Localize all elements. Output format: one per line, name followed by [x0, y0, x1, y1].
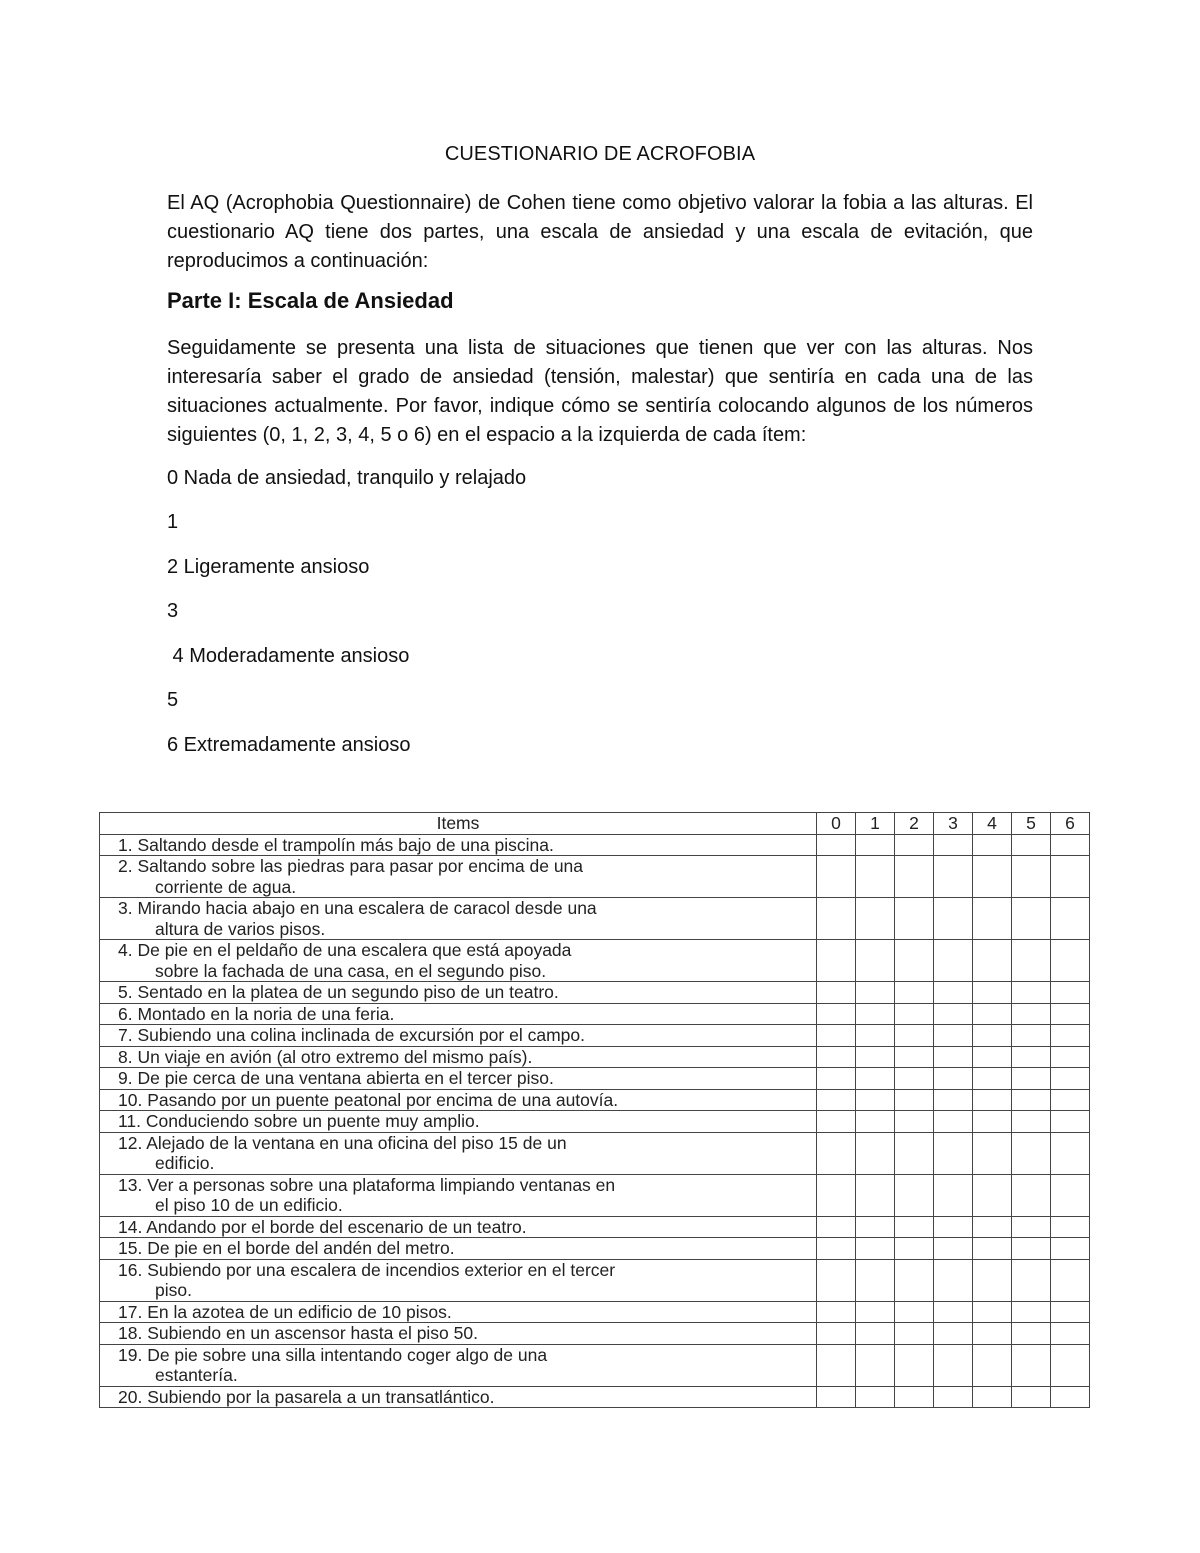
- score-cell[interactable]: [1012, 1046, 1051, 1068]
- score-cell[interactable]: [1012, 1323, 1051, 1345]
- table-row: [100, 1344, 1090, 1386]
- score-cell[interactable]: [1012, 834, 1051, 856]
- score-cell[interactable]: [1051, 1046, 1090, 1068]
- score-cell[interactable]: [1051, 1323, 1090, 1345]
- score-cell[interactable]: [895, 940, 934, 982]
- score-cell[interactable]: [1051, 1259, 1090, 1301]
- score-cell[interactable]: [1012, 1259, 1051, 1301]
- score-cell[interactable]: [973, 1259, 1012, 1301]
- questionnaire-table: [99, 812, 1090, 1408]
- score-cell[interactable]: [973, 834, 1012, 856]
- item-text-line: 11. Conduciendo sobre un puente muy amplio.: [118, 1111, 480, 1131]
- score-cell[interactable]: [1012, 1238, 1051, 1260]
- score-cell[interactable]: [973, 1344, 1012, 1386]
- item-text-cell: [100, 1174, 817, 1216]
- score-cell[interactable]: [973, 1238, 1012, 1260]
- score-cell[interactable]: [895, 1386, 934, 1408]
- item-text-line: 4. De pie en el peldaño de una escalera que está apoyada: [118, 940, 572, 960]
- scale-entry: 3: [167, 600, 179, 622]
- scale-entry: 0 Nada de ansiedad, tranquilo y relajado: [167, 467, 527, 489]
- item-text-line: 13. Ver a personas sobre una plataforma limpiando ventanas en: [118, 1174, 616, 1195]
- score-cell[interactable]: [973, 1046, 1012, 1068]
- score-cell[interactable]: [934, 1386, 973, 1408]
- score-cell[interactable]: [817, 1259, 856, 1301]
- score-cell[interactable]: [895, 1259, 934, 1301]
- score-cell[interactable]: [934, 1025, 973, 1047]
- score-cell[interactable]: [856, 1132, 895, 1174]
- item-text-line: 17. En la azotea de un edificio de 10 pisos.: [118, 1301, 452, 1322]
- score-cell[interactable]: [1012, 940, 1051, 982]
- score-cell[interactable]: [973, 1111, 1012, 1133]
- score-cell[interactable]: [856, 1174, 895, 1216]
- item-text-cell: [100, 1323, 817, 1345]
- score-cell[interactable]: [973, 1386, 1012, 1408]
- score-cell[interactable]: [1012, 1216, 1051, 1238]
- item-text-cell: [100, 1003, 817, 1025]
- score-cell[interactable]: [1051, 1089, 1090, 1111]
- score-cell[interactable]: [895, 1046, 934, 1068]
- score-cell[interactable]: [934, 1301, 973, 1323]
- item-text-cell: [100, 1089, 817, 1111]
- score-cell[interactable]: [856, 1025, 895, 1047]
- table-row: [100, 1068, 1090, 1090]
- table-row: [100, 1216, 1090, 1238]
- table-row: [100, 940, 1090, 982]
- score-cell[interactable]: [817, 1089, 856, 1111]
- score-cell[interactable]: [934, 1089, 973, 1111]
- score-cell[interactable]: [895, 1068, 934, 1090]
- score-column-header: 1: [856, 813, 895, 835]
- score-cell[interactable]: [1051, 982, 1090, 1004]
- score-cell[interactable]: [817, 1111, 856, 1133]
- score-column-header: 6: [1051, 813, 1090, 835]
- item-text-line: 12. Alejado de la ventana en una oficina del piso 15 de un: [118, 1132, 567, 1153]
- item-text-line: 9. De pie cerca de una ventana abierta en el tercer piso.: [118, 1068, 554, 1088]
- score-cell[interactable]: [973, 1216, 1012, 1238]
- score-cell[interactable]: [895, 982, 934, 1004]
- score-cell[interactable]: [1051, 1216, 1090, 1238]
- score-cell[interactable]: [817, 856, 856, 898]
- score-cell[interactable]: [856, 1111, 895, 1133]
- section-heading: Parte I: Escala de Ansiedad: [167, 288, 454, 313]
- score-cell[interactable]: [856, 940, 895, 982]
- score-cell[interactable]: [856, 834, 895, 856]
- score-column-header: 3: [934, 813, 973, 835]
- score-cell[interactable]: [895, 1132, 934, 1174]
- item-text-cell: [100, 834, 817, 856]
- score-cell[interactable]: [973, 856, 1012, 898]
- score-cell[interactable]: [934, 1068, 973, 1090]
- score-cell[interactable]: [934, 834, 973, 856]
- item-text-line: 3. Mirando hacia abajo en una escalera de caracol desde una: [118, 898, 597, 918]
- table-row: [100, 1238, 1090, 1260]
- score-cell[interactable]: [973, 1089, 1012, 1111]
- item-text-cell: [100, 1068, 817, 1090]
- item-text-line: 5. Sentado en la platea de un segundo piso de un teatro.: [118, 982, 559, 1002]
- score-cell[interactable]: [973, 1132, 1012, 1174]
- score-cell[interactable]: [895, 1323, 934, 1345]
- score-cell[interactable]: [856, 1003, 895, 1025]
- document-title: CUESTIONARIO DE ACROFOBIA: [444, 143, 756, 165]
- score-cell[interactable]: [1051, 1301, 1090, 1323]
- item-text-cell: [100, 1259, 817, 1301]
- score-cell[interactable]: [895, 834, 934, 856]
- score-cell[interactable]: [1012, 1068, 1051, 1090]
- score-cell[interactable]: [856, 1386, 895, 1408]
- score-cell[interactable]: [856, 982, 895, 1004]
- score-cell[interactable]: [895, 1174, 934, 1216]
- item-text-continuation: sobre la fachada de una casa, en el segundo piso.: [155, 960, 547, 981]
- item-text-continuation: edificio.: [155, 1153, 215, 1173]
- score-cell[interactable]: [1051, 1344, 1090, 1386]
- score-cell[interactable]: [817, 1216, 856, 1238]
- score-cell[interactable]: [895, 1089, 934, 1111]
- score-cell[interactable]: [856, 1046, 895, 1068]
- item-text-continuation: piso.: [155, 1280, 192, 1300]
- score-cell[interactable]: [934, 982, 973, 1004]
- item-text-line: 10. Pasando por un puente peatonal por encima de una autovía.: [118, 1089, 619, 1110]
- score-cell[interactable]: [856, 898, 895, 940]
- score-cell[interactable]: [1051, 898, 1090, 940]
- score-cell[interactable]: [895, 1344, 934, 1386]
- score-cell[interactable]: [973, 940, 1012, 982]
- item-text-cell: [100, 856, 817, 898]
- score-cell[interactable]: [856, 1068, 895, 1090]
- item-text-continuation: estantería.: [155, 1365, 238, 1385]
- item-text-continuation: corriente de agua.: [155, 876, 297, 897]
- score-cell[interactable]: [1012, 1025, 1051, 1047]
- score-cell[interactable]: [895, 856, 934, 898]
- table-row: [100, 1386, 1090, 1408]
- score-cell[interactable]: [856, 1089, 895, 1111]
- item-text-cell: [100, 1301, 817, 1323]
- item-text-cell: [100, 1111, 817, 1133]
- score-cell[interactable]: [1051, 1025, 1090, 1047]
- score-cell[interactable]: [817, 1238, 856, 1260]
- scale-entry: 6 Extremadamente ansioso: [167, 734, 411, 756]
- table-row: [100, 1301, 1090, 1323]
- score-cell[interactable]: [1051, 1068, 1090, 1090]
- score-cell[interactable]: [895, 1003, 934, 1025]
- score-cell[interactable]: [856, 1301, 895, 1323]
- table-row: [100, 834, 1090, 856]
- score-cell[interactable]: [934, 940, 973, 982]
- score-cell[interactable]: [895, 1238, 934, 1260]
- score-cell[interactable]: [973, 982, 1012, 1004]
- score-cell[interactable]: [817, 1301, 856, 1323]
- score-cell[interactable]: [817, 898, 856, 940]
- scale-entry: 1: [167, 511, 179, 533]
- score-cell[interactable]: [817, 1174, 856, 1216]
- score-cell[interactable]: [1051, 1174, 1090, 1216]
- score-cell[interactable]: [1051, 834, 1090, 856]
- score-column-header: 4: [973, 813, 1012, 835]
- item-text-cell: [100, 982, 817, 1004]
- score-cell[interactable]: [856, 1238, 895, 1260]
- score-cell[interactable]: [973, 898, 1012, 940]
- score-cell[interactable]: [1012, 898, 1051, 940]
- score-cell[interactable]: [817, 834, 856, 856]
- score-cell[interactable]: [817, 1132, 856, 1174]
- item-text-continuation: altura de varios pisos.: [155, 918, 326, 939]
- score-cell[interactable]: [934, 1132, 973, 1174]
- score-column-header: 5: [1012, 813, 1051, 835]
- score-cell[interactable]: [817, 1068, 856, 1090]
- score-cell[interactable]: [1051, 940, 1090, 982]
- score-cell[interactable]: [856, 1323, 895, 1345]
- score-cell[interactable]: [1051, 1386, 1090, 1408]
- score-cell[interactable]: [856, 1216, 895, 1238]
- item-text-cell: [100, 1025, 817, 1047]
- score-cell[interactable]: [934, 1344, 973, 1386]
- score-cell[interactable]: [934, 1216, 973, 1238]
- item-text-cell: [100, 940, 817, 982]
- score-cell[interactable]: [973, 1003, 1012, 1025]
- table-row: [100, 1046, 1090, 1068]
- table-row: [100, 1174, 1090, 1216]
- item-text-line: 7. Subiendo una colina inclinada de excursión por el campo.: [118, 1025, 585, 1045]
- score-cell[interactable]: [817, 1025, 856, 1047]
- score-cell[interactable]: [1012, 982, 1051, 1004]
- score-cell[interactable]: [856, 1259, 895, 1301]
- item-text-cell: [100, 1386, 817, 1408]
- score-cell[interactable]: [973, 1025, 1012, 1047]
- table-row: [100, 1259, 1090, 1301]
- table-header-row: [100, 813, 1090, 835]
- table-row: [100, 898, 1090, 940]
- item-text-cell: [100, 1238, 817, 1260]
- score-cell[interactable]: [1051, 1003, 1090, 1025]
- item-text-cell: [100, 1046, 817, 1068]
- intro-paragraph: El AQ (Acrophobia Questionnaire) de Cohen tiene como objetivo valorar la fobia a las alturas. El cuestionario AQ tiene dos partes, una escala de ansiedad y una escala de evitación, que reproducimos a continuación:: [167, 192, 1033, 272]
- score-cell[interactable]: [817, 1046, 856, 1068]
- score-cell[interactable]: [934, 1238, 973, 1260]
- score-cell[interactable]: [895, 1111, 934, 1133]
- score-cell[interactable]: [895, 898, 934, 940]
- item-text-line: 8. Un viaje en avión (al otro extremo del mismo país).: [118, 1046, 533, 1067]
- score-cell[interactable]: [1051, 1238, 1090, 1260]
- score-cell[interactable]: [934, 1003, 973, 1025]
- item-text-line: 15. De pie en el borde del andén del metro.: [118, 1238, 455, 1258]
- item-text-line: 6. Montado en la noria de una feria.: [118, 1003, 395, 1024]
- score-cell[interactable]: [934, 1323, 973, 1345]
- table-row: [100, 856, 1090, 898]
- item-text-line: 1. Saltando desde el trampolín más bajo de una piscina.: [118, 834, 554, 855]
- items-column-header: Items: [100, 813, 817, 835]
- score-cell[interactable]: [1012, 1386, 1051, 1408]
- table-row: [100, 1003, 1090, 1025]
- table-row: [100, 1089, 1090, 1111]
- item-text-line: 19. De pie sobre una silla intentando coger algo de una: [118, 1344, 548, 1365]
- score-cell[interactable]: [1012, 1003, 1051, 1025]
- item-text-cell: [100, 1132, 817, 1174]
- score-cell[interactable]: [817, 982, 856, 1004]
- score-column-header: 2: [895, 813, 934, 835]
- score-cell[interactable]: [1051, 856, 1090, 898]
- item-text-line: 18. Subiendo en un ascensor hasta el piso 50.: [118, 1323, 478, 1343]
- score-cell[interactable]: [934, 1259, 973, 1301]
- questionnaire-table-wrapper: [99, 812, 1101, 1413]
- score-cell[interactable]: [1012, 1089, 1051, 1111]
- item-text-cell: [100, 1216, 817, 1238]
- score-cell[interactable]: [973, 1301, 1012, 1323]
- score-cell[interactable]: [817, 1386, 856, 1408]
- item-text-cell: [100, 1344, 817, 1386]
- score-cell[interactable]: [817, 1344, 856, 1386]
- score-cell[interactable]: [817, 1003, 856, 1025]
- scale-entry: 4 Moderadamente ansioso: [167, 645, 410, 667]
- score-column-header: 0: [817, 813, 856, 835]
- scale-entry: 2 Ligeramente ansioso: [167, 556, 370, 578]
- table-row: [100, 1323, 1090, 1345]
- item-text-line: 20. Subiendo por la pasarela a un transatlántico.: [118, 1386, 495, 1407]
- score-cell[interactable]: [934, 1046, 973, 1068]
- score-cell[interactable]: [1012, 1344, 1051, 1386]
- scale-entry: 5: [167, 689, 179, 711]
- score-cell[interactable]: [1012, 1132, 1051, 1174]
- score-cell[interactable]: [817, 1323, 856, 1345]
- score-cell[interactable]: [895, 1025, 934, 1047]
- item-text-line: 2. Saltando sobre las piedras para pasar por encima de una: [118, 856, 584, 876]
- item-text-line: 16. Subiendo por una escalera de incendios exterior en el tercer: [118, 1259, 616, 1280]
- score-cell[interactable]: [934, 1174, 973, 1216]
- score-cell[interactable]: [973, 1068, 1012, 1090]
- table-row: [100, 1132, 1090, 1174]
- score-cell[interactable]: [1012, 1301, 1051, 1323]
- instructions-paragraph: Seguidamente se presenta una lista de situaciones que tienen que ver con las alturas. Nos interesaría saber el grado de ansiedad (tensión, malestar) que sentiría en cada una de las situaciones actualmente. Por favor, indique cómo se sentiría colocando algunos de los números siguientes (0, 1, 2, 3, 4, 5 o 6) en el espacio a la izquierda de cada ítem:: [167, 337, 1033, 446]
- item-text-line: 14. Andando por el borde del escenario de un teatro.: [118, 1216, 527, 1237]
- score-cell[interactable]: [934, 898, 973, 940]
- table-row: [100, 982, 1090, 1004]
- score-cell[interactable]: [934, 856, 973, 898]
- item-text-cell: [100, 898, 817, 940]
- table-row: [100, 1111, 1090, 1133]
- score-cell[interactable]: [895, 1301, 934, 1323]
- score-cell[interactable]: [1051, 1111, 1090, 1133]
- score-cell[interactable]: [856, 1344, 895, 1386]
- score-cell[interactable]: [1012, 1111, 1051, 1133]
- score-cell[interactable]: [934, 1111, 973, 1133]
- table-row: [100, 1025, 1090, 1047]
- score-cell[interactable]: [973, 1323, 1012, 1345]
- score-cell[interactable]: [817, 940, 856, 982]
- score-cell[interactable]: [1051, 1132, 1090, 1174]
- score-cell[interactable]: [895, 1216, 934, 1238]
- score-cell[interactable]: [1012, 1174, 1051, 1216]
- item-text-continuation: el piso 10 de un edificio.: [155, 1195, 343, 1215]
- score-cell[interactable]: [973, 1174, 1012, 1216]
- score-cell[interactable]: [856, 856, 895, 898]
- score-cell[interactable]: [1012, 856, 1051, 898]
